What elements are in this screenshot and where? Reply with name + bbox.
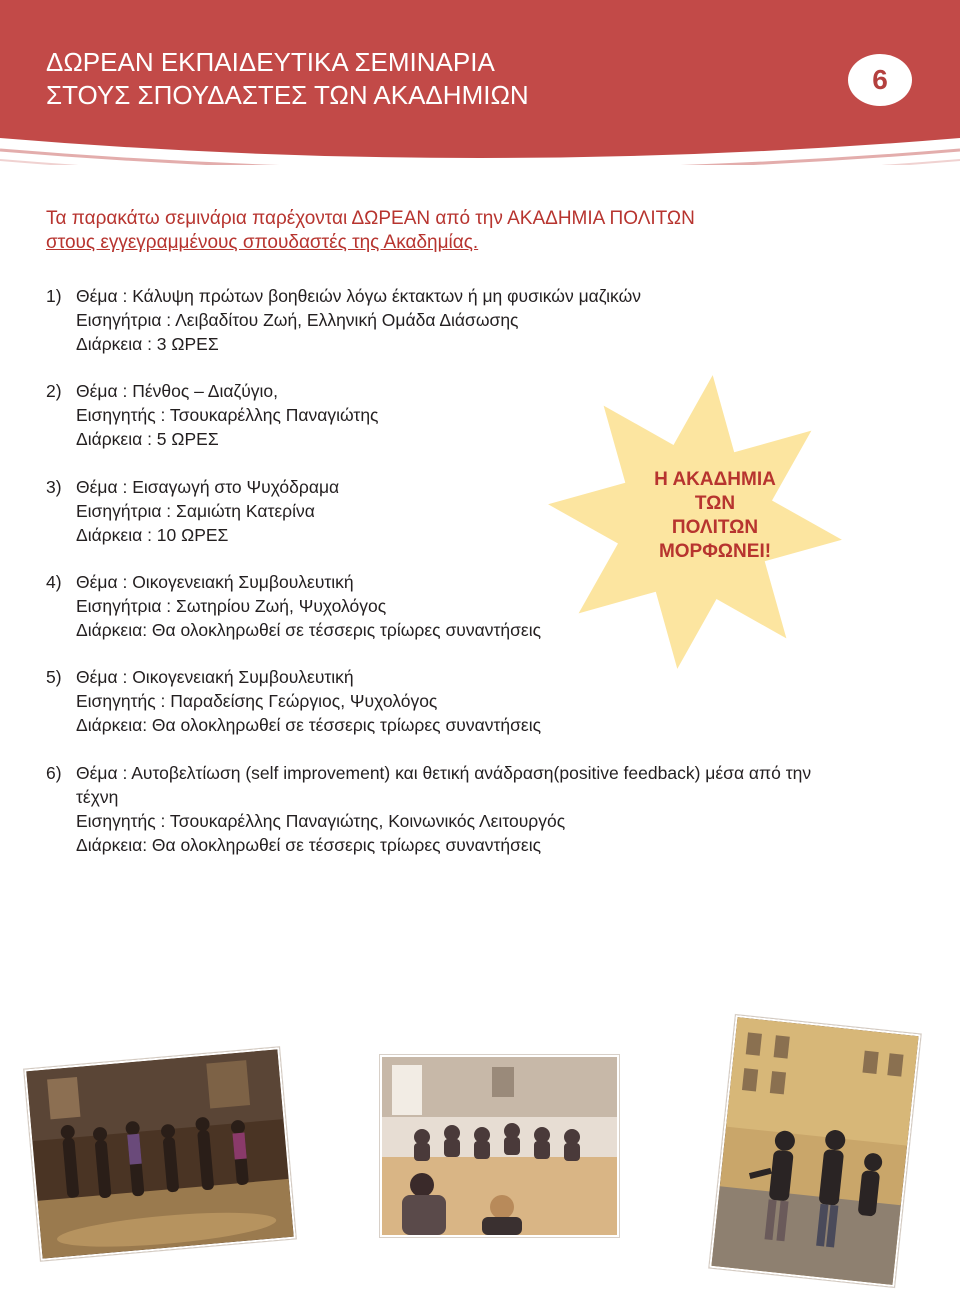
seminar-speaker: Εισηγήτρια : Λειβαδίτου Ζωή, Ελληνική Ομάδα Διάσωσης (76, 310, 519, 330)
star-line-1: Η ΑΚΑΔΗΜΙΑ (654, 469, 776, 490)
star-text (615, 468, 815, 564)
star-line-2: ΤΩΝ (694, 493, 736, 514)
intro-line-2: στους εγγεγραμμένους σπουδαστές της Ακαδημίας. (46, 232, 479, 253)
seminar-number: 4) (46, 572, 62, 592)
intro-line-1: Τα παρακάτω σεμινάρια παρέχονται ΔΩΡΕΑΝ από την ΑΚΑΔΗΜΙΑ ΠΟΛΙΤΩΝ (46, 208, 695, 229)
seminar-duration: Διάρκεια : 10 ΩΡΕΣ (76, 525, 229, 545)
seminar-number: 2) (46, 381, 62, 401)
seminar-speaker: Εισηγήτρια : Σωτηρίου Ζωή, Ψυχολόγος (76, 596, 387, 616)
seminar-topic: Θέμα : Αυτοβελτίωση (self improvement) και θετική ανάδραση(positive feedback) μέσα από την (76, 763, 812, 783)
title-line-2: ΣΤΟΥΣ ΣΠΟΥΔΑΣΤΕΣ ΤΩΝ ΑΚΑΔΗΜΙΩΝ (46, 80, 529, 110)
seminar-duration: Διάρκεια : 5 ΩΡΕΣ (76, 429, 219, 449)
seminar-topic: Θέμα : Οικογενειακή Συμβουλευτική (76, 572, 354, 592)
seminar-speaker: Εισηγητής : Παραδείσης Γεώργιος, Ψυχολόγος (76, 691, 438, 711)
group-circle-photo (380, 1055, 619, 1237)
seminar-number: 6) (46, 763, 62, 783)
seminar-topic-cont: τέχνη (76, 787, 119, 807)
page-title (46, 46, 529, 112)
seminar-topic: Θέμα : Κάλυψη πρώτων βοηθειών λόγω έκτακτων ή μη φυσικών μαζικών (76, 286, 642, 306)
seminar-duration: Διάρκεια: Θα ολοκληρωθεί σε τέσσερις τρίωρες συναντήσεις (76, 620, 542, 640)
seminar-duration: Διάρκεια: Θα ολοκληρωθεί σε τέσσερις τρίωρες συναντήσεις (76, 835, 542, 855)
seminar-topic: Θέμα : Εισαγωγή στο Ψυχόδραμα (76, 477, 340, 497)
seminar-duration: Διάρκεια: Θα ολοκληρωθεί σε τέσσερις τρίωρες συναντήσεις (76, 715, 542, 735)
page-header (0, 0, 960, 165)
seminar-number: 5) (46, 667, 62, 687)
seminar-topic: Θέμα : Πένθος – Διαζύγιο, (76, 381, 278, 401)
seminar-speaker: Εισηγητής : Τσουκαρέλλης Παναγιώτης, Κοινωνικός Λειτουργός (76, 811, 566, 831)
dance-hall-photo (24, 1047, 296, 1261)
intro-text (46, 207, 695, 255)
seminar-speaker: Εισηγητής : Τσουκαρέλλης Παναγιώτης (76, 405, 379, 425)
seminar-topic: Θέμα : Οικογενειακή Συμβουλευτική (76, 667, 354, 687)
seminar-duration: Διάρκεια : 3 ΩΡΕΣ (76, 334, 219, 354)
title-line-1: ΔΩΡΕΑΝ ΕΚΠΑΙΔΕΥΤΙΚΑ ΣΕΜΙΝΑΡΙΑ (46, 47, 495, 77)
star-line-3: ΠΟΛΙΤΩΝ (671, 517, 759, 538)
star-line-4: ΜΟΡΦΩΝΕΙ! (658, 541, 772, 562)
seminar-number: 1) (46, 286, 62, 306)
page-number-badge: 6 (848, 54, 912, 106)
outdoor-dance-photo (709, 1015, 921, 1287)
seminar-number: 3) (46, 477, 62, 497)
seminar-speaker: Εισηγήτρια : Σαμιώτη Κατερίνα (76, 501, 315, 521)
